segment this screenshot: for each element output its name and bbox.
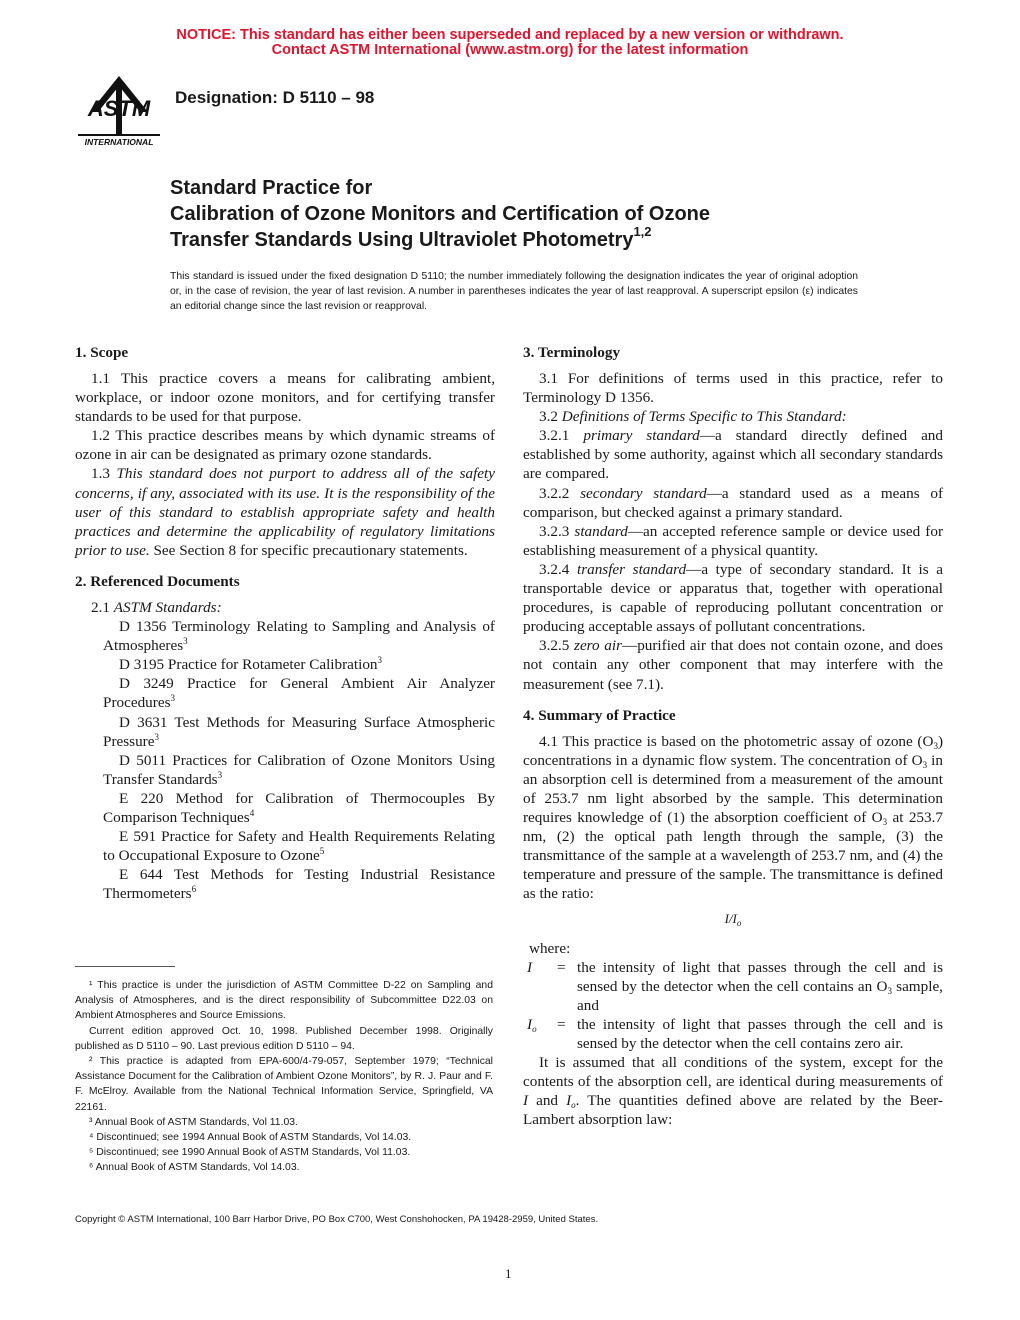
footnote: ³ Annual Book of ASTM Standards, Vol 11.03.	[89, 1116, 298, 1128]
footnote: ¹ This practice is under the jurisdiction of ASTM Committee D-22 on Sampling and Analysis of Atmospheres, and is the direct responsibility of Subcommittee D22.03 on Ambient Atmospheres and Source Emissions.	[75, 980, 493, 1022]
subscript: o	[571, 1100, 576, 1111]
footnote-divider	[75, 966, 175, 967]
left-column	[75, 343, 495, 903]
ref-item-text: D 3631 Test Methods for Measuring Surface Atmospheric Pressure	[103, 713, 495, 750]
equals-sign: =	[557, 958, 566, 976]
summary-text: It is assumed that all conditions of the system, except for the contents of the absorption cell, are identical during measurements of	[523, 1054, 943, 1091]
definition-item	[523, 560, 943, 636]
definition-term: primary standard	[583, 427, 700, 445]
ref-item	[75, 865, 495, 903]
ref-item-sup: 4	[249, 807, 255, 818]
ref-item	[75, 827, 495, 865]
scope-1-1: 1.1 This practice covers a means for calibrating ambient, workplace, or indoor ozone monitors, and for certifying transfer standards to be used for that purpose.	[75, 370, 495, 426]
variable-definition	[523, 958, 943, 1015]
logo-text: ASTM	[87, 96, 151, 121]
ref-item-sup: 3	[154, 731, 159, 742]
variable-description	[577, 958, 943, 1015]
definition-num: 3.2.4	[539, 560, 570, 578]
summary-text: . The quantities defined above are related by the Beer-Lambert absorption law:	[523, 1092, 943, 1129]
variable-symbol	[523, 1015, 557, 1053]
definition-text: —an accepted reference sample or device used for establishing measurement of a physical quantity.	[523, 522, 944, 559]
summary-text: ) concentrations in a dynamic flow system. The concentration of O	[523, 732, 943, 769]
ref-item	[75, 751, 495, 789]
subscript: 3	[887, 985, 892, 996]
terminology-3-1: 3.1 For definitions of terms used in this practice, refer to Terminology D 1356.	[523, 370, 943, 407]
summary-text: and	[528, 1092, 567, 1110]
notice-line-2: Contact ASTM International (www.astm.org) for the latest information	[271, 42, 749, 58]
section-scope-heading: 1. Scope	[75, 344, 129, 361]
summary-4-1	[523, 732, 943, 904]
ref-item	[75, 713, 495, 751]
definition-item	[523, 636, 943, 693]
definition-text: —a standard directly defined and established by some authority, against which all secondary standards are compared.	[523, 427, 943, 483]
variable-symbol: I	[527, 958, 533, 976]
footnote: Current edition approved Oct. 10, 1998. Published December 1998. Originally published as D 5110 – 90. Last previous edition D 5110 – 94.	[75, 1025, 493, 1052]
equals-sign: =	[557, 1015, 566, 1033]
subscript: 3	[882, 816, 888, 827]
section-summary-heading: 4. Summary of Practice	[523, 706, 676, 724]
notice-banner	[0, 28, 1020, 58]
footnotes	[75, 978, 493, 1176]
terminology-3-2-title: Definitions of Terms Specific to This Standard:	[561, 408, 847, 426]
variable-description-text: sample, and	[577, 977, 943, 1014]
symbol-Io: I	[566, 1092, 572, 1110]
ref-item-sup: 3	[377, 655, 383, 666]
definition-num: 3.2.1	[539, 427, 570, 445]
title-line-3-text: Transfer Standards Using Ultraviolet Photometry	[170, 229, 634, 251]
ref-item-text: D 3249 Practice for General Ambient Air Analyzer Procedures	[103, 675, 495, 712]
scope-1-2: 1.2 This practice describes means by which dynamic streams of ozone in air can be designated as primary ozone standards.	[75, 427, 495, 464]
ref-item-text: D 3195 Practice for Rotameter Calibration	[119, 656, 378, 674]
symbol-I: I	[523, 1092, 529, 1110]
ref-item-text: E 220 Method for Calibration of Thermocouples By Comparison Techniques	[103, 789, 495, 826]
footnote: ² This practice is adapted from EPA-600/4-79-057, September 1979; “Technical Assistance Document for the Calibration of Ambient Ozone Monitors”, by R. J. Paur and F. F. McElroy. Available from the National Technical Information Service, Springfield, VA 22161.	[75, 1056, 493, 1113]
definition-term: transfer standard	[576, 560, 687, 578]
refdocs-2-1	[75, 598, 495, 617]
subscript: o	[532, 1023, 537, 1034]
terminology-3-2	[523, 407, 943, 426]
title-line-3	[170, 224, 890, 253]
footnote: ⁶ Annual Book of ASTM Standards, Vol 14.03.	[89, 1162, 300, 1174]
ref-item	[75, 617, 495, 655]
ref-item-sup: 6	[191, 884, 197, 895]
formula-subscript: o	[736, 918, 742, 929]
summary-text: 4.1 This practice is based on the photometric assay of ozone (O	[539, 732, 934, 750]
definition-item	[523, 426, 943, 483]
footnote: ⁴ Discontinued; see 1994 Annual Book of ASTM Standards, Vol 14.03.	[89, 1132, 412, 1144]
definition-term: secondary standard	[580, 484, 707, 502]
scope-1-3-italic: This standard does not purport to address all of the safety concerns, if any, associated with its use. It is the responsibility of the user of this standard to establish appropriate safety and health practices and determine the applicability of regulatory limitations prior to use.	[75, 465, 496, 559]
scope-1-3-tail: See Section 8 for specific precautionary statements.	[153, 541, 468, 559]
refdocs-2-1-title: ASTM Standards:	[113, 598, 222, 616]
summary-text: in an absorption cell is determined from a measurement of the amount of 253.7 nm light absorbed by the sample. This determination requires knowledge of (1) the absorption coefficient of O	[523, 751, 943, 826]
where-label: where:	[529, 939, 571, 957]
title-line-1: Standard Practice for	[170, 177, 373, 199]
section-refdocs-heading: 2. Referenced Documents	[75, 572, 240, 590]
definition-num: 3.2.5	[539, 637, 570, 655]
document-title	[170, 175, 890, 253]
copyright: Copyright © ASTM International, 100 Barr Harbor Drive, PO Box C700, West Conshohocken, PA 19428-2959, United States.	[75, 1214, 599, 1225]
section-terminology-heading: 3. Terminology	[523, 344, 621, 361]
right-column	[523, 343, 943, 1129]
variable-description: the intensity of light that passes through the cell and is sensed by the detector when the cell contains zero air.	[577, 1015, 943, 1052]
ref-item-text: D 1356 Terminology Relating to Sampling and Analysis of Atmospheres	[103, 618, 495, 655]
designation: Designation: D 5110 – 98	[175, 88, 375, 107]
ref-item-text: E 644 Test Methods for Testing Industrial Resistance Thermometers	[103, 866, 495, 903]
ref-item	[75, 674, 495, 712]
ref-item	[75, 655, 495, 674]
refdocs-2-1-num: 2.1	[91, 598, 110, 616]
scope-1-3	[75, 464, 495, 559]
definition-num: 3.2.2	[539, 484, 570, 502]
summary-paragraph-2	[523, 1053, 943, 1129]
formula-text: I/I	[724, 911, 737, 927]
ref-item-text: E 591 Practice for Safety and Health Requirements Relating to Occupational Exposure to Ozone	[103, 828, 495, 865]
terminology-3-2-num: 3.2	[539, 408, 558, 426]
definition-item	[523, 484, 943, 522]
ref-item-sup: 3	[217, 769, 223, 780]
footnote: ⁵ Discontinued; see 1990 Annual Book of ASTM Standards, Vol 11.03.	[89, 1147, 411, 1159]
subscript: 3	[922, 759, 928, 770]
scope-1-3-num: 1.3	[91, 465, 110, 483]
definition-term: zero air	[574, 637, 622, 655]
definition-num: 3.2.3	[539, 522, 570, 540]
astm-logo	[76, 72, 162, 150]
notice-line-1: NOTICE: This standard has either been superseded and replaced by a new version or withdrawn.	[176, 27, 844, 43]
subscript: 3	[933, 740, 938, 751]
ref-item-sup: 3	[183, 636, 188, 647]
ref-item-sup: 5	[319, 846, 325, 857]
page-number: 1	[505, 1266, 512, 1281]
summary-text: at 253.7 nm, (2) the optical path length through the sample, (3) the transmittance of the sample at a wavelength of 253.7 nm, and (4) the temperature and pressure of the sample. The transmittance is defined as the ratio:	[523, 808, 943, 903]
variable-description-text: the intensity of light that passes through the cell and is sensed by the detector when the cell contains an O	[577, 958, 943, 995]
intro-paragraph: This standard is issued under the fixed designation D 5110; the number immediately following the designation indicates the year of original adoption or, in the case of revision, the year of last revision. A number in parentheses indicates the year of last reapproval. A superscript epsilon (ε) indicates an editorial change since the last revision or reapproval.	[170, 271, 858, 313]
definition-text: —a type of secondary standard. It is a transportable device or apparatus that, together with operational procedures, is capable of reproducing pollutant concentration or producing acceptable assays of pollutant concentrations.	[523, 560, 944, 636]
variable-definition	[523, 1015, 943, 1053]
logo-subtext: INTERNATIONAL	[84, 137, 154, 147]
title-line-2: Calibration of Ozone Monitors and Certification of Ozone	[170, 203, 710, 225]
definition-item	[523, 522, 943, 560]
ref-item	[75, 789, 495, 827]
definition-text: —a standard used as a means of comparison, but checked against a primary standard.	[523, 484, 943, 521]
title-footnote-ref: 1,2	[633, 224, 652, 240]
definition-term: standard	[574, 522, 628, 540]
transmittance-formula	[523, 909, 943, 928]
variable-symbol-text: I	[527, 1015, 533, 1033]
definition-text: —purified air that does not contain ozone, and does not contain any other component that may interfere with the measurement (see 7.1).	[523, 637, 943, 693]
ref-item-sup: 3	[170, 693, 175, 704]
ref-item-text: D 5011 Practices for Calibration of Ozone Monitors Using Transfer Standards	[103, 751, 495, 788]
